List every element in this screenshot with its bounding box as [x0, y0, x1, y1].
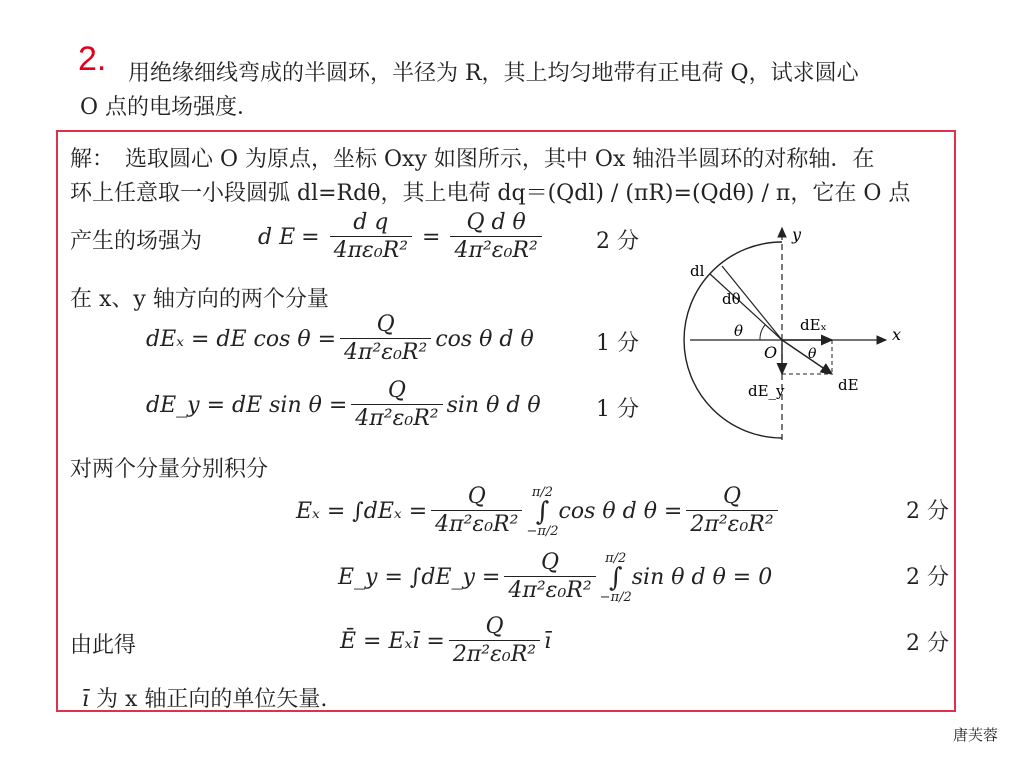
unit-vector-symbol: ī [82, 687, 90, 712]
eq-dE-num-2: Q d θ [466, 210, 526, 235]
field-diagram [660, 218, 920, 448]
eq-E-den: 2π²ε₀R² [449, 640, 540, 669]
eq-E-num: Q [485, 614, 504, 639]
eq-dEx-frac [340, 312, 431, 367]
eq-Ex-limits [526, 485, 558, 539]
solution-line-11-text: 为 x 轴正向的单位矢量. [89, 687, 328, 712]
eq-Ey-num: Q [541, 550, 560, 575]
eq-Ex-den: 4π²ε₀R² [431, 510, 522, 539]
eq-dE-den-1: 4πε₀R² [330, 236, 412, 265]
theta-arc [760, 325, 765, 340]
eq-Ey-upper: π/2 [605, 550, 627, 566]
solution-line-7: 对两个分量分别积分 [70, 457, 269, 482]
eq-dEy-frac [351, 378, 442, 433]
score-6: 2 分 [906, 631, 949, 656]
eq-dEx-num: Q [376, 312, 395, 337]
eq-E-lhs: Ē = Eₓī = [340, 629, 445, 654]
eq-Ex-num: Q [467, 484, 486, 509]
diagram-O-label: O [764, 343, 778, 362]
diagram-dE-label: dE [838, 376, 859, 394]
dE-vector [782, 340, 832, 374]
eq-dE-den-2: 4π²ε₀R² [450, 236, 541, 265]
diagram-dEx-label: dEₓ [800, 316, 827, 334]
diagram-dtheta-label: dθ [722, 290, 741, 308]
eq-Ey-integrand: sin θ d θ = 0 [631, 565, 773, 590]
eq-E [340, 614, 551, 669]
score-5: 2 分 [906, 565, 949, 590]
eq-dE [258, 210, 546, 265]
eq-Ey-lower: −π/2 [599, 589, 632, 605]
eq-Ey-limits [600, 551, 632, 605]
diagram-theta-label: θ [734, 322, 744, 340]
eq-Ex-integral-icon: ∫ [535, 496, 550, 527]
eq-dEy-num: Q [387, 378, 406, 403]
eq-dEx-den: 4π²ε₀R² [340, 338, 431, 367]
eq-Ex-frac-2 [686, 484, 777, 539]
diagram-dEy-label: dE_y [748, 382, 785, 400]
eq-dEx [146, 312, 534, 367]
score-3: 1 分 [596, 397, 639, 422]
eq-Ex-upper: π/2 [531, 484, 554, 500]
eq-dEy-rhs: sin θ d θ [446, 393, 541, 418]
eq-dE-num-1: d q [353, 210, 389, 235]
diagram-x-label: x [892, 325, 902, 344]
eq-Ey-integral-icon: ∫ [608, 562, 623, 593]
eq-Ey-frac [504, 550, 595, 605]
eq-dE-eq: = [301, 225, 320, 250]
solution-line-1: 解： 选取圆心 O 为原点，坐标 Oxy 如图所示，其中 Ox 轴沿半圆环的对称轴．在 [70, 147, 875, 172]
eq-Ey-den: 4π²ε₀R² [504, 576, 595, 605]
solution-line-2: 环上任意取一小段圆弧 dl=Rdθ，其上电荷 dq＝(Qdl) / (πR)=(Qdθ) / π，它在 O 点 [70, 181, 911, 206]
eq-dE-frac-1 [330, 210, 412, 265]
eq-Ex [296, 484, 782, 539]
solution-line-11 [82, 682, 327, 713]
eq-Ey-lhs: E_y = ∫dE_y = [338, 565, 501, 590]
eq-dEy-lhs: dE_y = dE sin θ = [146, 393, 348, 418]
question-line-1: 用绝缘细线弯成的半圆环，半径为 R，其上均匀地带有正电荷 Q，试求圆心 [128, 61, 859, 86]
score-4: 2 分 [906, 499, 949, 524]
eq-E-rhs: ī [544, 629, 552, 654]
eq-dE-frac-2 [450, 210, 541, 265]
diagram-y-label: y [792, 225, 802, 244]
eq-dEx-lhs: dEₓ = dE cos θ = [146, 327, 337, 352]
eq-dEx-rhs: cos θ d θ [435, 327, 534, 352]
eq-dEy [146, 378, 541, 433]
eq-E-frac [449, 614, 540, 669]
eq-Ex-lhs: Eₓ = ∫dEₓ = [296, 499, 428, 524]
diagram-theta2-label: θ [808, 346, 817, 362]
question-line-2: O 点的电场强度． [80, 95, 260, 120]
eq-Ex-integrand: cos θ d θ = [558, 499, 683, 524]
eq-Ex-frac [431, 484, 522, 539]
eq-Ex-num-2: Q [723, 484, 742, 509]
score-2: 1 分 [596, 331, 639, 356]
eq-Ey [338, 550, 772, 605]
radius-line-1 [710, 274, 782, 340]
footer-author: 唐芙蓉 [952, 726, 998, 744]
eq-dE-eq-2: = [422, 225, 441, 250]
solution-line-4: 在 x、y 轴方向的两个分量 [70, 287, 329, 312]
eq-dE-lhs: d E [258, 225, 296, 250]
question-number: 2. [78, 40, 107, 78]
score-1: 2 分 [596, 229, 639, 254]
eq-Ex-lower: −π/2 [526, 523, 559, 539]
eq-Ex-den-2: 2π²ε₀R² [686, 510, 777, 539]
diagram-dl-label: dl [690, 262, 705, 280]
solution-line-3-label: 产生的场强为 [70, 229, 203, 254]
eq-dEy-den: 4π²ε₀R² [351, 404, 442, 433]
solution-line-10-label: 由此得 [70, 633, 137, 658]
